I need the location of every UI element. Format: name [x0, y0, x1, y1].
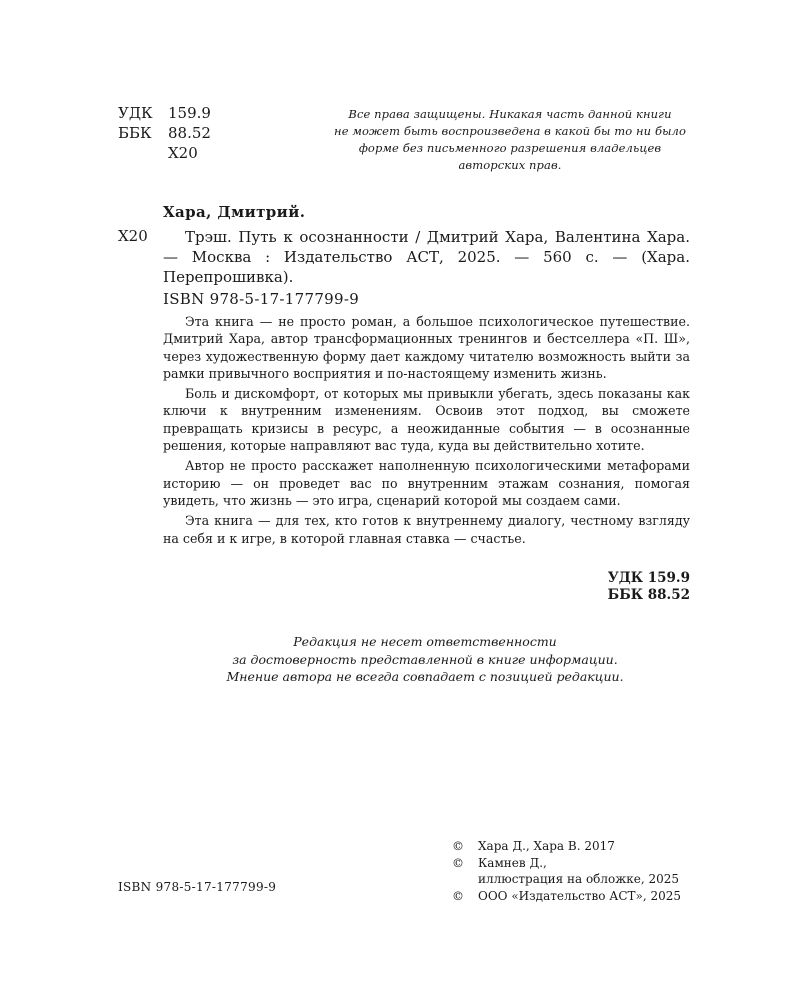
bbk-code: ББК 88.52 [607, 587, 690, 603]
udk-value: 159.9 [168, 104, 211, 122]
class-codes [608, 570, 690, 604]
copyright-text: иллюстрация на обложке, 2025 [478, 872, 680, 886]
bbk-value: 88.52 [168, 124, 211, 142]
annotation [163, 313, 690, 550]
isbn: ISBN 978-5-17-177799-9 [163, 290, 360, 308]
catalog-entry-text: Трэш. Путь к осознанности / Дмитрий Хара, Валентина Хара. — Москва : Издательство АСТ, 2025. — 560 с. — (Хара. Перепрошивка). [163, 228, 690, 286]
copyright-row [452, 838, 681, 855]
disclaimer-line: Мнение автора не всегда совпадает с позицией редакции. [226, 669, 624, 684]
copyright-icon [452, 871, 478, 888]
disclaimer-line: Редакция не несет ответственности [293, 634, 557, 649]
annotation-paragraph: Боль и дискомфорт, от которых мы привыкли убегать, здесь показаны как ключи к внутренним изменениям. Освоив этот подход, вы сможете превращать кризисы в ресурс, а неожиданные события — в осознанные решения, которые направляют вас туда, куда вы действительно хотите. [163, 386, 690, 454]
annotation-paragraph: Эта книга — для тех, кто готов к внутреннему диалогу, честному взгляду на себя и к игре, в которой главная ставка — счастье. [163, 513, 690, 546]
bbk-label: ББК [118, 124, 152, 142]
catalog-entry [163, 227, 690, 287]
copyright-row [452, 888, 681, 905]
rights-line: форме без письменного разрешения владельцев [358, 141, 662, 155]
copyright-text: Хара Д., Хара В. 2017 [478, 839, 615, 853]
rights-notice [330, 106, 690, 174]
copyright-text: Камнев Д., [478, 855, 547, 870]
copyright-icon: © [452, 839, 464, 853]
rights-line: авторских прав. [458, 158, 562, 172]
disclaimer [200, 633, 650, 686]
udk-label: УДК [118, 104, 153, 122]
author-heading: Хара, Дмитрий. [163, 203, 306, 221]
copyright-text: ООО «Издательство АСТ», 2025 [478, 888, 682, 903]
copyright-row [452, 855, 681, 872]
annotation-paragraph: Автор не просто расскажет наполненную психологическими метафорами историю — он проведет вас по внутренним этажам сознания, помогая увидеть, что жизнь — это игра, сценарий которой мы создаем сами. [163, 458, 690, 508]
classification-codes [118, 103, 211, 163]
rights-line: не может быть воспроизведена в какой бы то ни было [334, 124, 686, 138]
author-sign: Х20 [168, 144, 198, 162]
isbn-bottom: ISBN 978-5-17-177799-9 [118, 880, 277, 894]
copyright-row [452, 871, 681, 888]
catalog-code: Х20 [118, 227, 148, 245]
udk-code: УДК 159.9 [607, 570, 690, 586]
rights-line: Все права защищены. Никакая часть данной книги [348, 107, 672, 121]
copyright-icon: © [452, 888, 464, 903]
copyright-icon: © [452, 855, 464, 870]
disclaimer-line: за достоверность представленной в книге информации. [232, 651, 618, 667]
copyrights [452, 838, 681, 904]
annotation-paragraph: Эта книга — не просто роман, а большое психологическое путешествие. Дмитрий Хара, автор трансформационных тренингов и бестселлера «П. Ш», через художественную форму дает каждому читателю возможность выйти за рамки привычного восприятия и по-настоящему изменить жизнь. [163, 314, 690, 381]
